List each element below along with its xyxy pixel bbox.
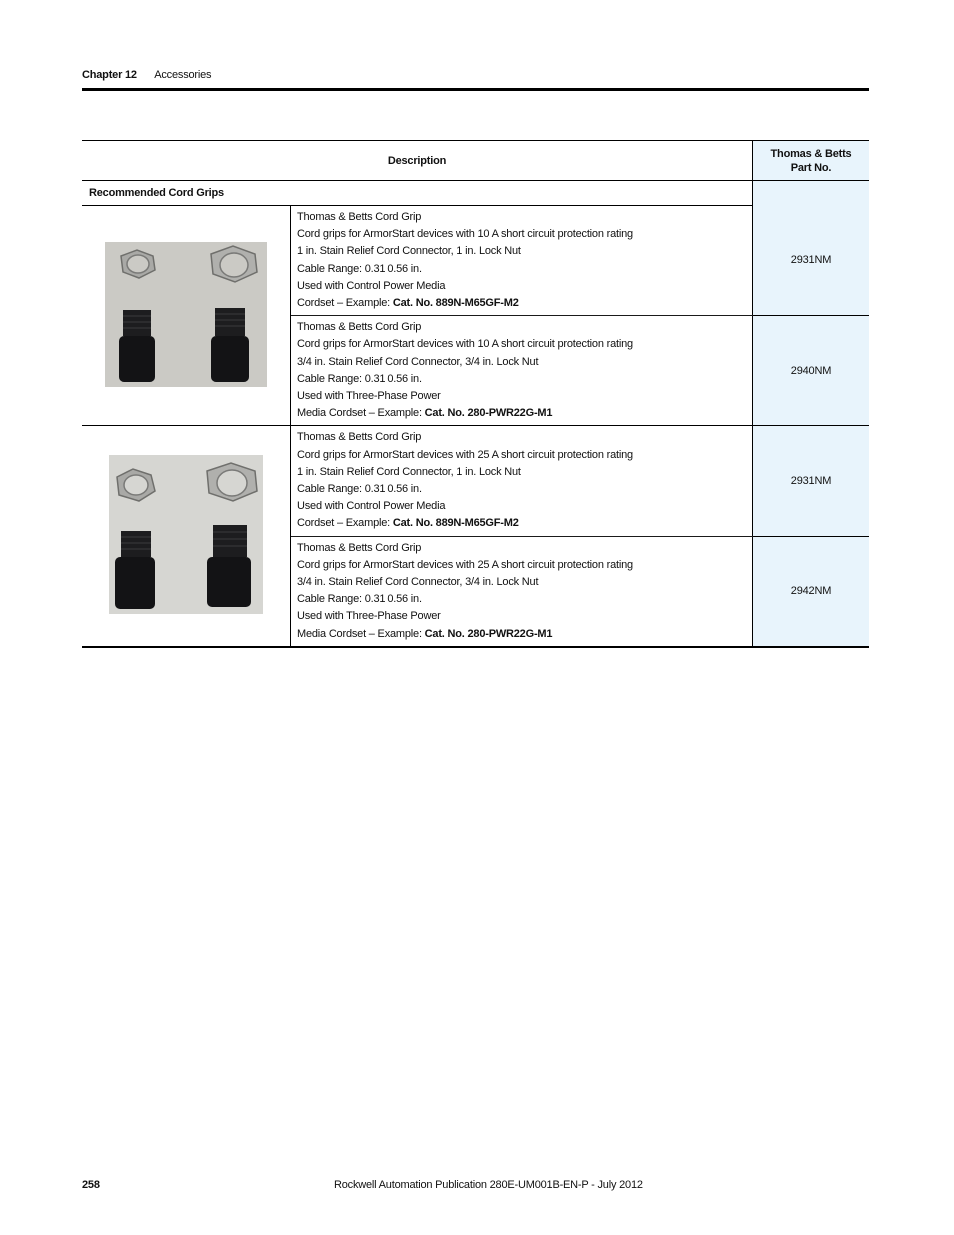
cord-grip-photo xyxy=(105,242,267,387)
cord-grip-image xyxy=(105,242,267,387)
desc-line: Cable Range: 0.31 0.56 in. xyxy=(297,372,422,385)
part-number: 2942NM xyxy=(753,536,870,647)
example-prefix: Media Cordset – Example: xyxy=(297,627,425,640)
desc-example-line xyxy=(297,295,752,312)
desc-line: Cable Range: 0.31 0.56 in. xyxy=(297,593,422,606)
col-description: Description xyxy=(82,141,753,181)
desc-line: 1 in. Stain Relief Cord Connector, 1 in. Lock Nut xyxy=(297,465,521,478)
example-cat-no: Cat. No. 889N-M65GF-M2 xyxy=(392,297,519,310)
publication-info: Rockwell Automation Publication 280E-UM001B-EN-P - July 2012 xyxy=(334,1179,643,1191)
desc-line: Thomas & Betts Cord Grip xyxy=(297,321,422,334)
desc-line: Cable Range: 0.31 0.56 in. xyxy=(297,483,422,496)
page-number: 258 xyxy=(82,1179,100,1191)
section-label-cell: Recommended Cord Grips xyxy=(82,181,753,206)
table-row xyxy=(82,426,869,536)
page-footer xyxy=(82,1177,869,1193)
desc-line: Used with Three-Phase Power xyxy=(297,610,441,623)
part-number: 2931NM xyxy=(753,206,870,316)
cord-grips-table xyxy=(82,140,869,648)
row-description xyxy=(291,426,753,536)
part-number: 2931NM xyxy=(753,426,870,536)
row-description xyxy=(291,316,753,426)
header-rule xyxy=(82,88,869,91)
desc-line: Cable Range: 0.31 0.56 in. xyxy=(297,262,422,275)
col-part-no xyxy=(753,141,870,181)
desc-line: Used with Control Power Media xyxy=(297,279,446,292)
chapter-label: Chapter 12 xyxy=(82,69,137,81)
page-header xyxy=(82,67,869,83)
example-cat-no: Cat. No. 889N-M65GF-M2 xyxy=(392,517,519,530)
desc-line: Cord grips for ArmorStart devices with 10 A short circuit protection rating xyxy=(297,338,633,351)
desc-line: Cord grips for ArmorStart devices with 25 A short circuit protection rating xyxy=(297,558,633,571)
desc-line: Cord grips for ArmorStart devices with 10 A short circuit protection rating xyxy=(297,228,633,241)
cord-grip-photo xyxy=(109,455,263,614)
desc-line: Used with Control Power Media xyxy=(297,500,446,513)
row-description xyxy=(291,536,753,647)
col-part-line2: Part No. xyxy=(790,161,832,174)
table-row xyxy=(82,206,869,316)
desc-example-line xyxy=(297,626,752,643)
section-part-cell xyxy=(753,181,870,206)
desc-example-line xyxy=(297,405,752,422)
example-cat-no: Cat. No. 280-PWR22G-M1 xyxy=(424,407,553,420)
example-prefix: Cordset – Example: xyxy=(297,297,393,310)
section-row xyxy=(82,181,869,206)
cord-grip-photo-cell xyxy=(82,206,291,426)
cord-grip-photo-cell xyxy=(82,426,291,647)
desc-line: Used with Three-Phase Power xyxy=(297,390,441,403)
example-prefix: Media Cordset – Example: xyxy=(297,407,425,420)
section-label: Accessories xyxy=(154,69,212,81)
desc-line: 1 in. Stain Relief Cord Connector, 1 in. Lock Nut xyxy=(297,245,521,258)
example-cat-no: Cat. No. 280-PWR22G-M1 xyxy=(424,627,553,640)
cord-grip-image xyxy=(109,455,263,614)
example-prefix: Cordset – Example: xyxy=(297,517,393,530)
desc-line: Thomas & Betts Cord Grip xyxy=(297,431,422,444)
desc-line: 3/4 in. Stain Relief Cord Connector, 3/4 in. Lock Nut xyxy=(297,576,539,589)
desc-line: Thomas & Betts Cord Grip xyxy=(297,211,422,223)
desc-example-line xyxy=(297,515,752,532)
row-description xyxy=(291,206,753,316)
desc-line: Thomas & Betts Cord Grip xyxy=(297,541,422,554)
desc-line: 3/4 in. Stain Relief Cord Connector, 3/4 in. Lock Nut xyxy=(297,355,539,368)
table-header-row xyxy=(82,141,869,181)
part-number: 2940NM xyxy=(753,316,870,426)
desc-line: Cord grips for ArmorStart devices with 25 A short circuit protection rating xyxy=(297,448,633,461)
col-part-line1: Thomas & Betts xyxy=(770,147,852,160)
